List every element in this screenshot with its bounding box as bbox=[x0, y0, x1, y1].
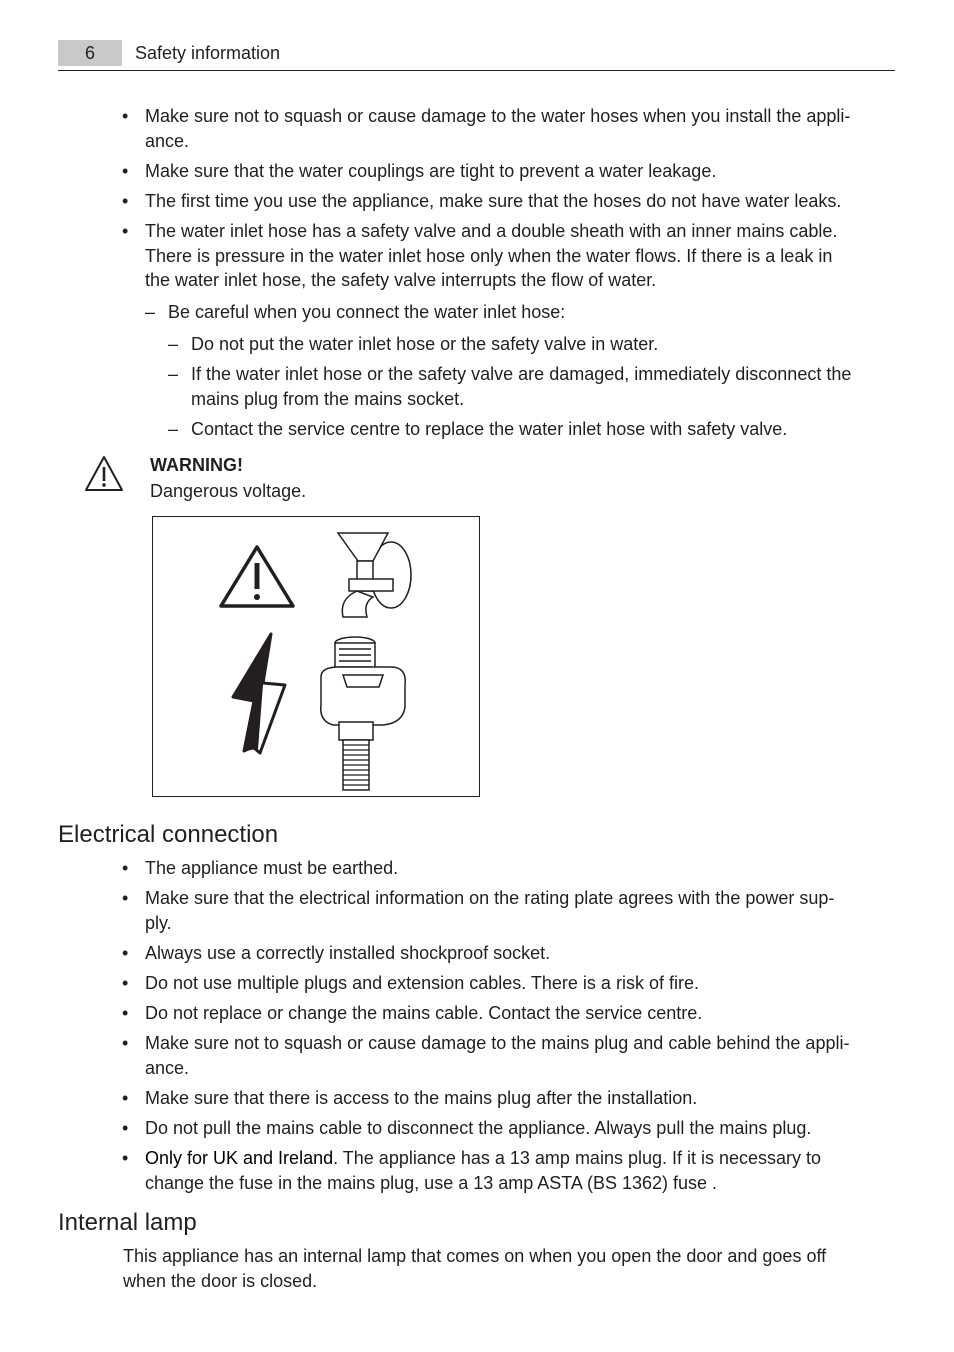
bullet-icon bbox=[122, 941, 128, 966]
warning-text: Dangerous voltage. bbox=[150, 481, 307, 501]
bullet-icon bbox=[122, 219, 128, 244]
list-item-continuation: ance. bbox=[145, 131, 190, 151]
sub-list-item: Be careful when you connect the water inlet hose: bbox=[168, 302, 566, 322]
list-item-uk bbox=[145, 1146, 895, 1171]
list-item: The appliance must be earthed. bbox=[145, 858, 399, 878]
uk-ireland-lead: Only for UK and Ireland bbox=[145, 1148, 334, 1168]
bullet-icon bbox=[122, 1001, 128, 1026]
bullet-icon bbox=[122, 189, 128, 214]
list-item-continuation: ply. bbox=[145, 913, 172, 933]
water-tap-icon bbox=[338, 533, 411, 617]
list-item: Make sure not to squash or cause damage to the mains plug and cable behind the appli- bbox=[145, 1033, 850, 1053]
bullet-icon bbox=[122, 1146, 128, 1171]
sub-sub-list-item: Contact the service centre to replace the water inlet hose with safety valve. bbox=[191, 419, 788, 439]
bullet-icon bbox=[122, 1086, 128, 1111]
sub-sub-list-item-continuation: mains plug from the mains socket. bbox=[191, 389, 465, 409]
bullet-icon bbox=[122, 159, 128, 184]
list-item: The first time you use the appliance, make sure that the hoses do not have water leaks. bbox=[145, 191, 842, 211]
dash-marker: – bbox=[168, 364, 179, 384]
warning-triangle-icon bbox=[221, 547, 293, 606]
lamp-paragraph-line: when the door is closed. bbox=[123, 1271, 318, 1291]
list-item: Always use a correctly installed shockproof socket. bbox=[145, 943, 551, 963]
list-item: Make sure that the electrical information on the rating plate agrees with the power sup- bbox=[145, 888, 835, 908]
sub-sub-list-item: If the water inlet hose or the safety valve are damaged, immediately disconnect the bbox=[191, 364, 852, 384]
list-item-continuation: ance. bbox=[145, 1058, 190, 1078]
safety-valve-icon bbox=[321, 637, 405, 790]
warning-triangle-icon bbox=[84, 455, 124, 493]
bullet-icon bbox=[122, 1031, 128, 1056]
page-header bbox=[58, 40, 895, 71]
warning-title: WARNING! bbox=[150, 455, 243, 475]
safety-illustration bbox=[152, 516, 480, 797]
heading-internal-lamp: Internal lamp bbox=[58, 1209, 197, 1236]
bullet-icon bbox=[122, 886, 128, 911]
list-item: Make sure that there is access to the mains plug after the installation. bbox=[145, 1088, 698, 1108]
illustration-drawing bbox=[153, 517, 479, 796]
list-item-continuation: There is pressure in the water inlet hose only when the water flows. If there is a leak in bbox=[145, 246, 833, 266]
lamp-paragraph-line: This appliance has an internal lamp that comes on when you open the door and goes off bbox=[123, 1246, 827, 1266]
list-item: The water inlet hose has a safety valve and a double sheath with an inner mains cable. bbox=[145, 221, 838, 241]
list-item-continuation: change the fuse in the mains plug, use a 13 amp ASTA (BS 1362) fuse . bbox=[145, 1173, 718, 1193]
sub-sub-list-item: Do not put the water inlet hose or the safety valve in water. bbox=[191, 334, 659, 354]
section-title: Safety information bbox=[135, 43, 281, 63]
list-item: Make sure not to squash or cause damage to the water hoses when you install the appli- bbox=[145, 106, 851, 126]
heading-electrical-connection: Electrical connection bbox=[58, 821, 279, 848]
list-item: Make sure that the water couplings are tight to prevent a water leakage. bbox=[145, 161, 717, 181]
lightning-bolt-icon bbox=[233, 634, 285, 753]
bullet-icon bbox=[122, 1116, 128, 1141]
dash-marker: – bbox=[145, 302, 156, 322]
list-item: Do not replace or change the mains cable. Contact the service centre. bbox=[145, 1003, 703, 1023]
uk-ireland-text: . The appliance has a 13 amp mains plug. If it is necessary to bbox=[333, 1148, 822, 1168]
bullet-icon bbox=[122, 856, 128, 881]
page-number: 6 bbox=[58, 40, 122, 66]
list-item: Do not pull the mains cable to disconnect the appliance. Always pull the mains plug. bbox=[145, 1118, 812, 1138]
dash-marker: – bbox=[168, 419, 179, 439]
bullet-icon bbox=[122, 971, 128, 996]
dash-marker: – bbox=[168, 334, 179, 354]
list-item-continuation: the water inlet hose, the safety valve interrupts the flow of water. bbox=[145, 270, 657, 290]
list-item: Do not use multiple plugs and extension cables. There is a risk of fire. bbox=[145, 973, 699, 993]
bullet-icon bbox=[122, 104, 128, 129]
